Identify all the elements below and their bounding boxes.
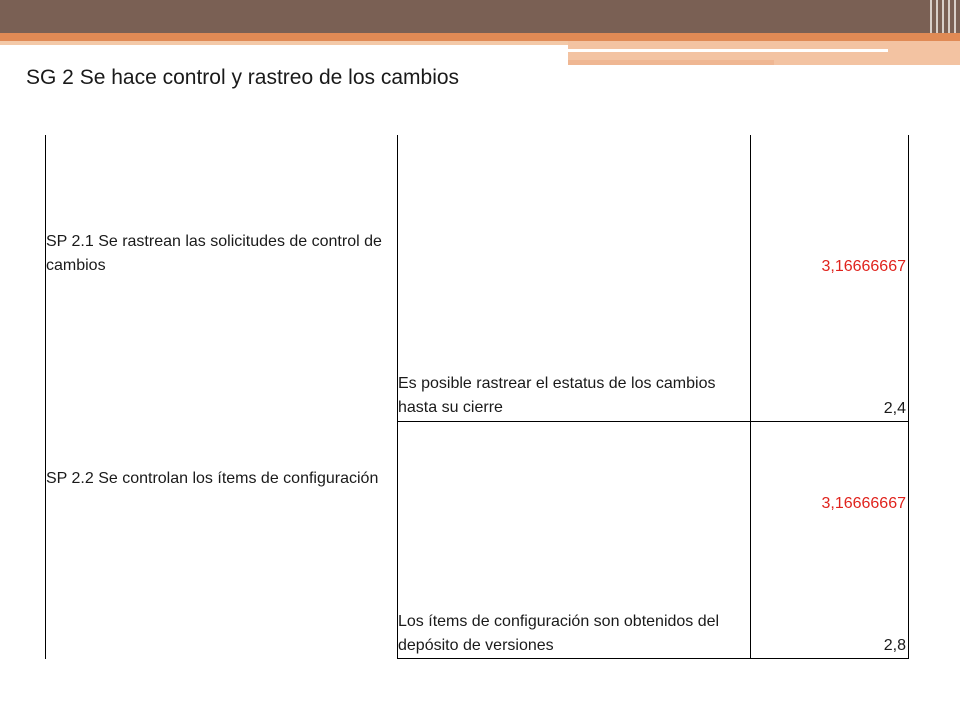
table-cell-practice: SP 2.1 Se rastrean las solicitudes de control de cambios bbox=[46, 233, 382, 274]
header-decorative-stripes bbox=[926, 0, 960, 33]
header-accent-bar bbox=[568, 60, 774, 65]
table-cell-practice: SP 2.2 Se controlan los ítems de configuración bbox=[46, 470, 379, 487]
table-cell-value: 2,8 bbox=[883, 637, 906, 654]
table-cell-value: 2,4 bbox=[883, 400, 906, 417]
table-left-border bbox=[45, 135, 46, 659]
table-cell-value: 3,16666667 bbox=[821, 495, 906, 512]
table-bottom-border bbox=[397, 658, 909, 659]
table-cell-item: Es posible rastrear el estatus de los cambios hasta su cierre bbox=[398, 375, 716, 416]
table-row-divider bbox=[397, 421, 909, 422]
table-right-border bbox=[908, 135, 909, 659]
table-cell-item: Los ítems de configuración son obtenidos del depósito de versiones bbox=[398, 613, 720, 654]
header-accent-line bbox=[568, 49, 888, 52]
header-accent-light bbox=[0, 41, 568, 45]
slide-title: SG 2 Se hace control y rastreo de los cambios bbox=[26, 66, 460, 89]
table-column-divider bbox=[750, 135, 751, 659]
header-accent-stripe bbox=[0, 33, 960, 41]
header-band bbox=[0, 0, 960, 33]
table-cell-value: 3,16666667 bbox=[821, 258, 906, 275]
